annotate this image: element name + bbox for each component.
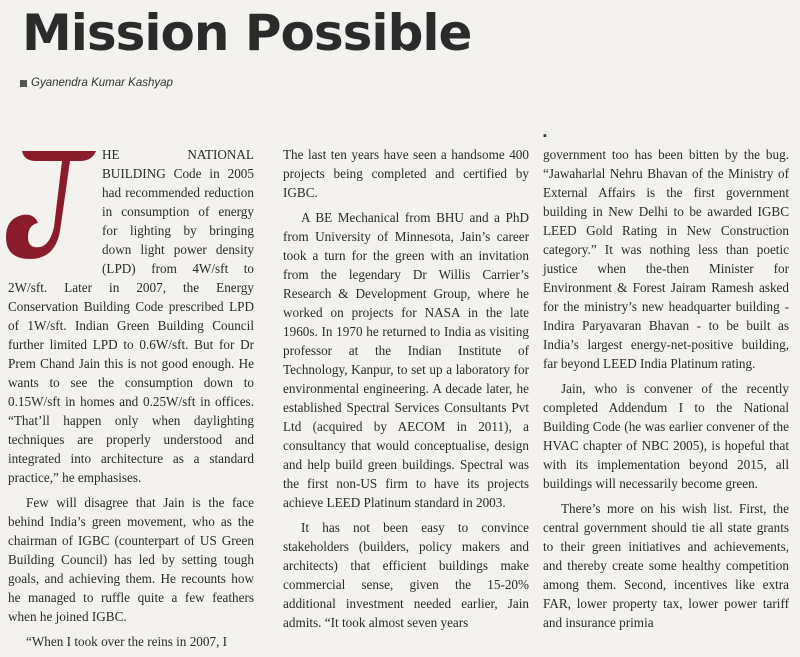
paragraph: The last ten years have seen a handsome 400 projects being completed and certified by IGBC. [283, 147, 529, 200]
article-column-3 [543, 145, 789, 638]
paragraph: government too has been bitten by the bug. “Jawaharlal Nehru Bhavan of the Ministry of External Affairs is the first government building in New Delhi to be awarded IGBC LEED Gold Rating in New Construction category.” It was nothing less than poetic justice when the-then Minister for Environment & Forest Jairam Ramesh asked for the ministry’s new headquarter building - Indira Paryavaran Bhavan - to be built as India’s largest energy-net-positive building, far beyond LEED India Platinum rating. [543, 147, 789, 371]
article-title: Mission Possible [22, 4, 472, 62]
article-column-1 [8, 145, 254, 657]
paragraph: A BE Mechanical from BHU and a PhD from University of Minnesota, Jain’s career took a turn for the green with an invitation from the legendary Dr Willis Carrier’s Research & Development Group, where he worked on projects for NASA in the late 1960s. In 1970 he returned to India as visiting professor at the Indian Institute of Technology, Kanpur, to set up a laboratory for environmental engineering. A decade later, he established Spectral Services Consultants Pvt Ltd (acquired by AECOM in 2011), a consultancy that would conceptualise, design and help build green buildings. Spectral was the first non-US firm to have its projects achieve LEED Platinum standard in 2003. [283, 210, 529, 510]
column-marker: ▪ [543, 130, 547, 142]
paragraph: “When I took over the reins in 2007, I [26, 634, 228, 649]
drop-cap [0, 145, 96, 263]
paragraph: HE NATIONAL BUILDING Code in 2005 had recommended reduction in consumption of energy for lighting by bringing down light power density (LPD) from 4W/sft to 2W/sft. Later in 2007, the Energy Conservation Building Code prescribed LPD of 1W/sft. Indian Green Building Council further limited LPD to 0.6W/sft. But for Dr Prem Chand Jain this is not good enough. He wants to see the consumption down to 0.15W/sft in homes and 0.25W/sft in offices. “That’ll happen only when daylighting techniques are properly understood and integrated into architecture as a standard practice,” he emphasises. [8, 147, 254, 485]
article-column-2 [283, 145, 529, 638]
paragraph: There’s more on his wish list. First, the central government should tie all state grants to their green initiatives and achievements, and thereby create some healthy competition among them. Second, incentives like extra FAR, lower property tax, lower power tariff and insurance primia [543, 501, 789, 630]
byline-square-icon [20, 80, 27, 87]
paragraph: It has not been easy to convince stakeholders (builders, policy makers and architects) that efficient buildings make commercial sense, given the 15-20% additional investment needed earlier, Jain admits. “It took almost seven years [283, 520, 529, 630]
paragraph: Jain, who is convener of the recently completed Addendum I to the National Building Code (he was earlier convener of the HVAC chapter of NBC 2005), is hopeful that with its implementation beyond 2015, all buildings will necessarily become green. [543, 381, 789, 491]
paragraph: Few will disagree that Jain is the face behind India’s green movement, who as the chairman of IGBC (counterpart of US Green Building Council) has led by setting tough goals, and achieving them. He recounts how he managed to ruffle quite a few feathers when he joined IGBC. [8, 495, 254, 624]
author-name: Gyanendra Kumar Kashyap [31, 77, 173, 89]
drop-cap-j-glyph [0, 145, 100, 265]
byline [20, 77, 173, 89]
